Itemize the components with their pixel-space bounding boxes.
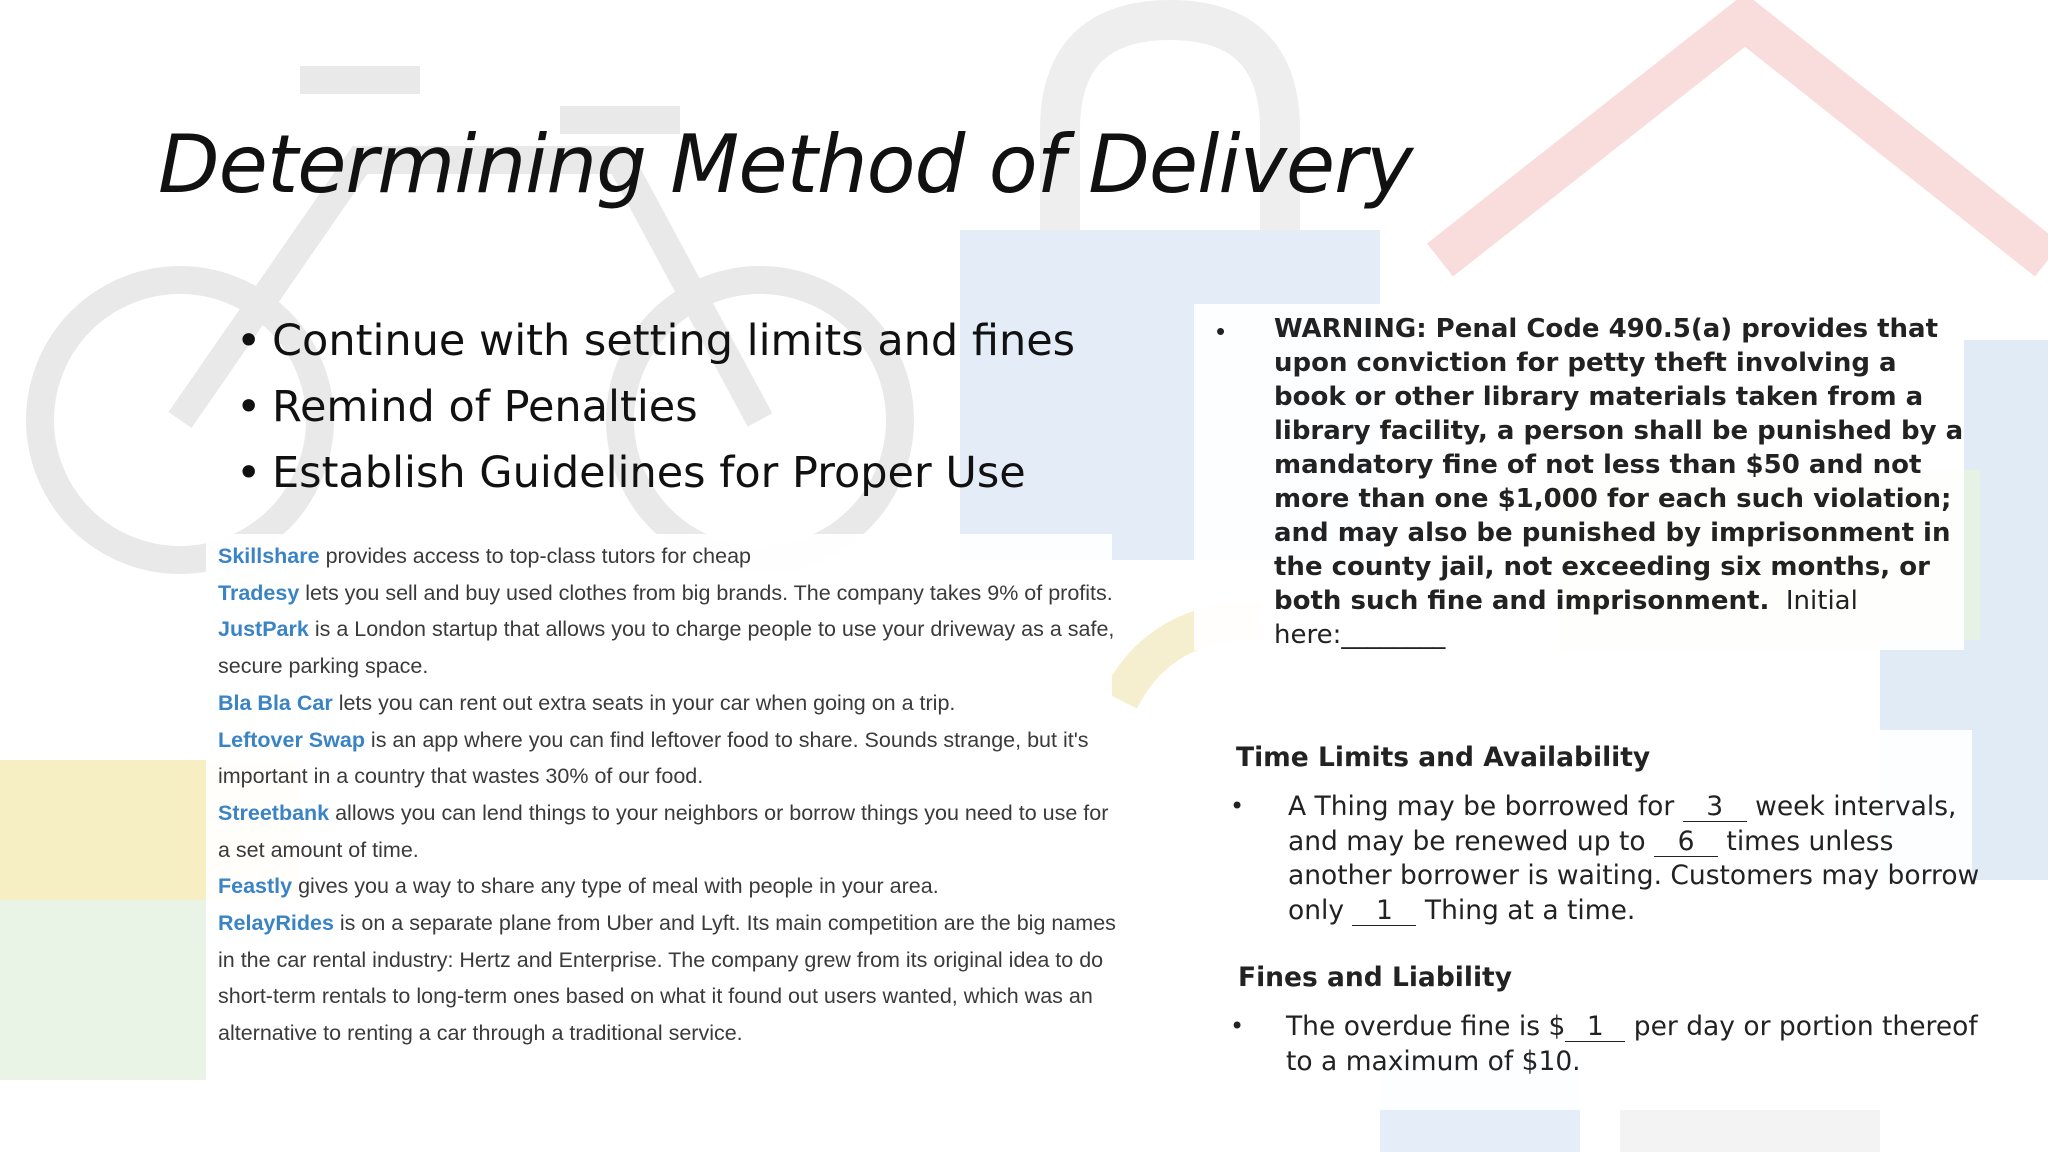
startup-name: Streetbank — [218, 800, 330, 825]
weeks-blank: 3 — [1683, 793, 1747, 822]
fines-text-part: per day or portion thereof to a maximum of $10. — [1286, 1011, 1978, 1077]
slide-bullet-item — [236, 440, 1075, 506]
slide-title: Determining Method of Delivery — [158, 118, 1413, 211]
fines-text — [1286, 1010, 1986, 1079]
startup-entry — [218, 722, 1118, 795]
slide-bullet-text: Continue with setting limits and fines — [272, 316, 1076, 366]
startup-description: provides access to top-class tutors for cheap — [319, 544, 751, 568]
bullet-dot-icon: • — [236, 316, 262, 366]
slide-bullet-text: Remind of Penalties — [272, 382, 698, 432]
slide-bullet-item — [236, 308, 1075, 374]
warning-text: WARNING: Penal Code 490.5(a) provides that upon conviction for petty theft involving a book or other library materials taken from a library facility, a person shall be punished by a mandatory fine of not less than $50 and not more than one $1,000 for each such violation; and may also be punished by imprisonment in the county jail, not exceeding six months, or both such fine and imprisonment. — [1274, 314, 1964, 616]
bullet-dot-icon: • — [1230, 792, 1245, 820]
warning-text-block — [1274, 312, 1964, 652]
fine-amount-blank: 1 — [1565, 1013, 1625, 1042]
startup-description: lets you can rent out extra seats in your car when going on a trip. — [332, 690, 956, 715]
time-limits-text-part: A Thing may be borrowed for — [1288, 791, 1683, 822]
time-limits-text-part: Thing at a time. — [1416, 894, 1636, 926]
time-limits-text — [1288, 790, 1988, 928]
startup-description: gives you a way to share any type of meal with people in your area. — [292, 874, 939, 899]
startup-name: Bla Bla Car — [218, 690, 333, 715]
time-limits-heading: Time Limits and Availability — [1236, 742, 1651, 773]
slide-bullet-text: Establish Guidelines for Proper Use — [272, 448, 1026, 498]
time-limits-text-part: times unless another borrower is waiting. Customers may borrow only — [1288, 825, 1980, 926]
startup-name: JustPark — [218, 617, 309, 642]
startup-entry — [218, 905, 1118, 1052]
bullet-dot-icon: • — [236, 448, 262, 498]
startup-name: RelayRides — [218, 911, 334, 936]
startup-description: is on a separate plane from Uber and Lyft. Its main competition are the big names in the car rental industry: Hertz and Enterprise. The company grew from its original idea to do short-term rentals to long-term ones based on what it found out users wanted, which was an alternative to renting a car through a traditional service. — [218, 911, 1116, 1046]
startup-name: Leftover Swap — [218, 727, 365, 752]
startup-entry — [218, 611, 1118, 684]
startup-name: Skillshare — [218, 544, 320, 568]
startups-list — [218, 538, 1118, 1052]
slide-bullet-list — [236, 308, 1075, 506]
slide-bullet-item — [236, 374, 1075, 440]
max-items-blank: 1 — [1352, 897, 1416, 926]
startup-description: lets you sell and buy used clothes from big brands. The company takes 9% of profits. — [299, 580, 1113, 605]
startup-entry — [218, 868, 1118, 905]
startup-name: Feastly — [218, 874, 293, 899]
startup-entry — [218, 538, 1118, 575]
startup-description: is an app where you can find leftover food to share. Sounds strange, but it's important in a country that wastes 30% of our food. — [218, 727, 1089, 789]
bullet-dot-icon: • — [1216, 316, 1226, 346]
initial-here-field: Initial here:________ — [1274, 586, 1858, 650]
renewals-blank: 6 — [1654, 828, 1718, 857]
startup-entry — [218, 795, 1118, 868]
startup-entry — [218, 575, 1118, 612]
fines-text-part: The overdue fine is $ — [1286, 1011, 1566, 1042]
startup-name: Tradesy — [218, 580, 300, 605]
startup-description: is a London startup that allows you to charge people to use your driveway as a safe, secure parking space. — [218, 617, 1115, 679]
startup-description: allows you can lend things to your neighbors or borrow things you need to use for a set amount of time. — [218, 800, 1109, 862]
time-limits-text-part: week intervals, and may be renewed up to — [1288, 791, 1957, 857]
bullet-dot-icon: • — [236, 382, 262, 432]
bullet-dot-icon: • — [1230, 1012, 1245, 1040]
fines-heading: Fines and Liability — [1238, 962, 1512, 993]
startup-entry — [218, 685, 1118, 722]
